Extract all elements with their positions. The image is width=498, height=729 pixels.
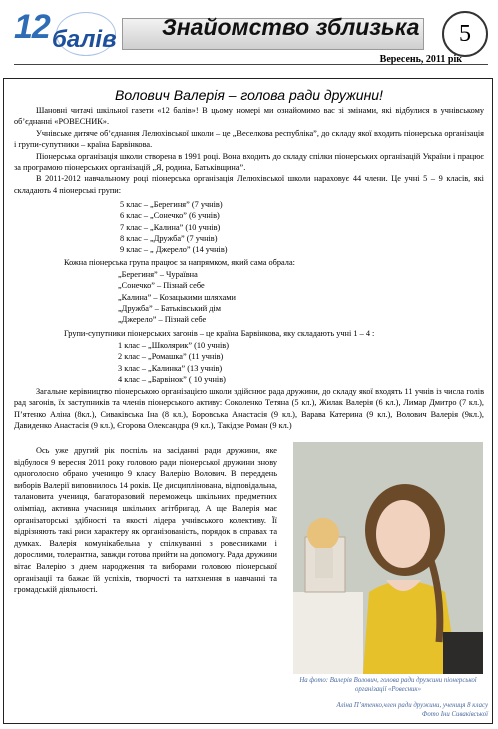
directions-intro: Кожна піонерська група працює за напрямком, який сама обрала: (64, 258, 295, 267)
intro-paragraph: В 2011-2012 навчальному році піонерська організація Лелюхівської школи нараховує 44 члени. Це учні 5 – 9 класів, які складають 4 піонерські групи: (14, 174, 484, 195)
leadership-paragraph (14, 386, 484, 432)
list-item: 7 клас – „Калина” (10 учнів) (120, 222, 221, 232)
intro-paragraph: Шановні читачі шкільної газети «12 балів»! В цьому номері ми ознайомимо вас зі змінами, які відбулися в учнівському об’єднанні «РОВЕСНИК». (14, 106, 484, 127)
issue-date: Вересень, 2011 рік (379, 54, 462, 65)
intro-paragraph: Піонерська організація школи створена в 1991 році. Вона входить до складу спілки піонерських організацій України і працює за програмою піонерських організацій „Я, родина, Батьківщина”. (14, 151, 484, 173)
list-item: 3 клас – „Калинка” (13 учнів) (118, 363, 223, 373)
satellite-groups-list (118, 340, 229, 385)
paragraph: Ось уже другий рік поспіль на засіданні ради дружини, яке відбулося 9 вересня 2011 року головою ради піонерської дружини знову одноголосно обрано ученицю 9 класу Валерію Волович. В переддень виборів Валерії виповнилось 14 років. Це дисциплінована, відповідальна, талановита учениця, багаторазовий переможець шкільних предметних олімпіад, активна учасниця шкільних агітбригад. А ще Валерія має організаторські здібності та якості лідера учнівського колективу. Її відрізняють такі риси характеру як організованість, порядок в справах та думках. Валерія комунікабельна у спілкуванні з ровесниками і дорослими, толерантна, завжди готова прийти на допомогу. Рада дружини вітає Валерію з днем народження та виборами головою піонерської організації та бажає їй успіхів, творчості та натхнення в навчанні та громадській діяльності. (14, 446, 277, 595)
issue-number: 5 (442, 11, 488, 57)
student-portrait-image (293, 442, 483, 674)
section-title: Знайомство зблизька (162, 14, 420, 40)
list-item: 8 клас – „Дружба” (7 учнів) (120, 233, 218, 243)
list-item: 6 клас – „Сонечко” (6 учнів) (120, 211, 220, 221)
pioneer-groups-list (120, 199, 228, 255)
list-item: „Берегиня” – Чураївна (118, 270, 198, 279)
article-intro (14, 105, 484, 196)
list-item: „Сонечко” – Пізнай себе (118, 281, 205, 291)
student-photo (293, 442, 483, 674)
directions-list (118, 269, 236, 325)
list-item: 5 клас – „Берегиня” (7 учнів) (120, 200, 223, 209)
list-item: 1 клас – „Школярик” (10 учнів) (118, 341, 229, 350)
author-credit: Аліна П’ятенко,член ради дружини, учениця 8 класу (336, 702, 488, 709)
list-item: 4 клас – „Барвінок” ( 10 учнів) (118, 374, 226, 384)
satellites-intro: Групи-супутники піонерських загонів – це країна Барвінкова, яку складають учні 1 – 4 : (64, 329, 375, 338)
logo-number: 12 (14, 8, 50, 46)
list-item: „Калина” – Козацькими шляхами (118, 292, 236, 302)
intro-paragraph: Учнівське дитяче об’єднання Лелюхівської школи – це „Веселкова республіка”, до складу якої входить піонерська організація і групи-супутники – країна Барвінкова. (14, 128, 484, 150)
list-item: 2 клас – „Ромашка” (11 учнів) (118, 352, 224, 362)
profile-paragraph (14, 445, 277, 596)
paragraph: Загальне керівництво піонерською організацією школи здійснює рада дружини, до складу якої входять 11 учнів із числа голів рад загонів, їх заступників та членів піонерського активу: Соколенко Тетяна (5 кл.), Жилак Валерія (6 кл.), Лимар Дмитро (7 кл.), П’ятенко Аліна (8кл.), Сиваківська Іна (8 кл.), Боровська Анастасія (9 кл.), Варава Катерина (9 кл.), Волович Валерія (9кл.), Давиденко Анастасія (9 кл.), Єгорова Олександра (9 кл.), Такідзе Роман (9 кл.) (14, 387, 484, 431)
logo-word: балів (52, 26, 117, 53)
list-item: 9 клас – „ Джерело” (14 учнів) (120, 245, 228, 255)
article-headline: Волович Валерія – голова ради дружини! (115, 87, 383, 103)
photo-credit: Фото Іни Сиваківської (421, 711, 488, 718)
photo-caption: На фото: Валерія Волович, голова ради дружини піонерської організації «Ровесник» (299, 677, 477, 693)
newspaper-logo (14, 8, 122, 60)
list-item: „Джерело” – Пізнай себе (118, 315, 207, 325)
list-item: „Дружба” – Батьківський дім (118, 303, 222, 313)
header-divider (14, 64, 488, 65)
